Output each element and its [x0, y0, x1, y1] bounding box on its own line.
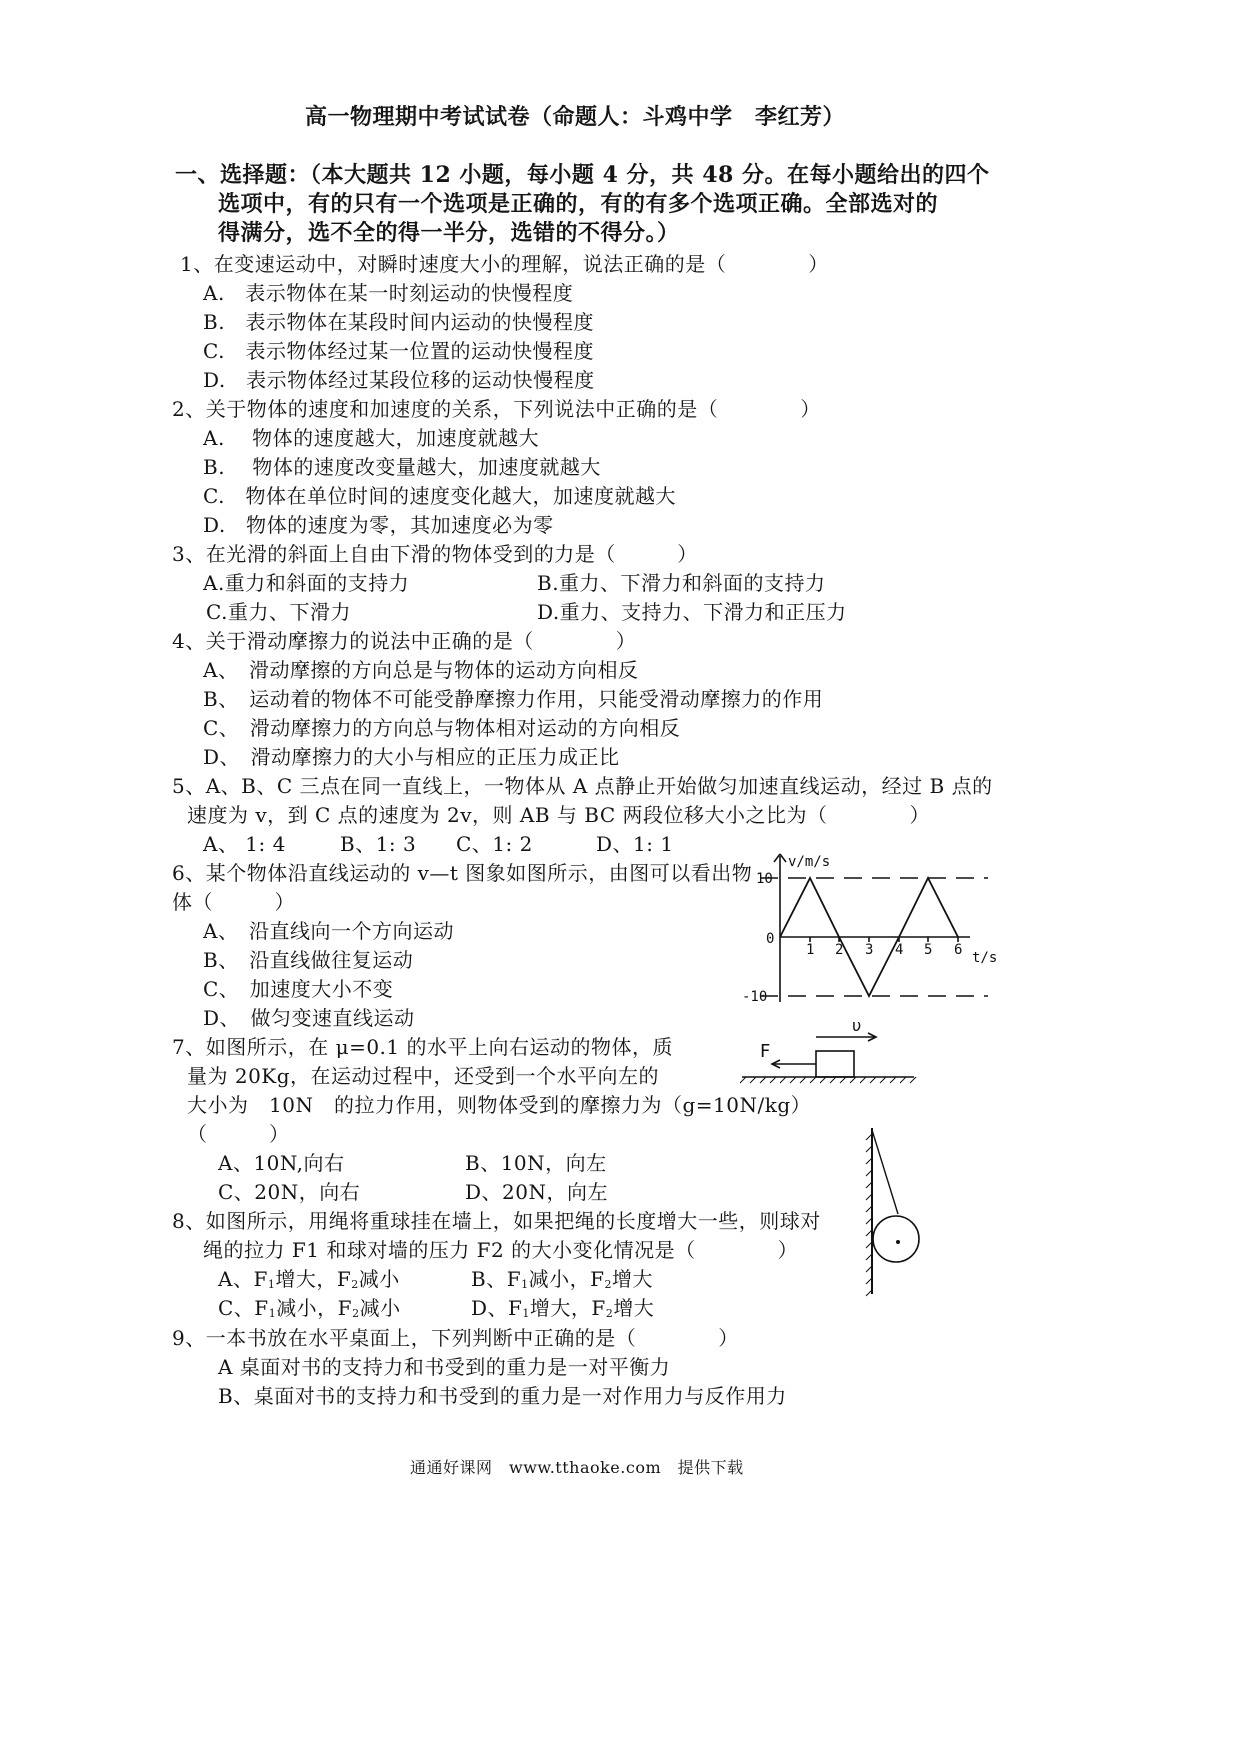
question-1-option-a: A. 表示物体在某一时刻运动的快慢程度 [203, 281, 574, 305]
question-3-option-d: D.重力、支持力、下滑力和正压力 [537, 600, 847, 624]
question-2-stem: 2、关于物体的速度和加速度的关系，下列说法中正确的是（ ） [172, 397, 821, 421]
question-8-option-d: D、$F_1$增大，$F_2$增大 [471, 1296, 655, 1320]
question-8-option-b: B、$F_1$减小，$F_2$增大 [471, 1267, 653, 1291]
question-6-option-c: C、 加速度大小不变 [203, 977, 394, 1001]
question-4-option-b: B、 运动着的物体不可能受静摩擦力作用，只能受滑动摩擦力的作用 [203, 687, 824, 711]
x-axis-label: t/s [972, 950, 998, 966]
question-6-line-2: 体（ ） [172, 890, 295, 914]
question-4-stem: 4、关于滑动摩擦力的说法中正确的是（ ） [172, 629, 637, 653]
x-tick-label-4: 4 [895, 942, 904, 958]
section-heading-line-3: 得满分，选不全的得一半分，选错的不得分。） [218, 220, 680, 246]
question-2-option-c: C. 物体在单位时间的速度变化越大，加速度就越大 [203, 484, 676, 508]
velocity-label: υ [852, 1016, 862, 1035]
footer-text: 通通好课网 www.tthaoke.com 提供下载 [410, 1458, 744, 1477]
question-2-option-b: B. 物体的速度改变量越大，加速度就越大 [203, 455, 601, 479]
question-4-option-a: A、 滑动摩擦的方向总是与物体的运动方向相反 [203, 658, 639, 682]
block [816, 1051, 854, 1077]
section-heading-line-1: 一、选择题：（本大题共 12 小题，每小题 4 分，共 48 分。在每小题给出的四个 [175, 162, 990, 188]
x-tick-label-3: 3 [865, 942, 874, 958]
question-5-line-2: 速度为 v，到 C 点的速度为 2v，则 AB 与 BC 两段位移大小之比为（ ） [187, 803, 930, 827]
question-9-option-b: B、桌面对书的支持力和书受到的重力是一对作用力与反作用力 [218, 1384, 787, 1408]
x-tick-label-6: 6 [954, 942, 963, 958]
y-axis-arrow-left [774, 854, 780, 862]
question-5-option-c: C、1: 2 [456, 832, 533, 856]
question-5-line-1: 5、A、B、C 三点在同一直线上，一物体从 A 点静止开始做匀加速直线运动，经过 B 点的 [172, 774, 993, 798]
question-1-option-c: C. 表示物体经过某一位置的运动快慢程度 [203, 339, 594, 363]
x-tick-label-5: 5 [924, 942, 933, 958]
question-3-option-c: C.重力、下滑力 [206, 600, 351, 624]
page-title: 高一物理期中考试试卷（命题人：斗鸡中学 李红芳） [305, 104, 846, 130]
question-8-option-c: C、$F_1$减小，$F_2$减小 [218, 1296, 401, 1320]
question-7-option-b: B、10N，向左 [465, 1151, 607, 1175]
question-1-option-d: D. 表示物体经过某段位移的运动快慢程度 [203, 368, 595, 392]
question-9-option-a: A 桌面对书的支持力和书受到的重力是一对平衡力 [218, 1355, 671, 1379]
question-7-option-a: A、10N,向右 [218, 1151, 345, 1175]
question-4-option-d: D、 滑动摩擦力的大小与相应的正压力成正比 [203, 745, 620, 769]
ball-center [897, 1241, 900, 1244]
y-axis-label: v/m/s [788, 854, 831, 870]
question-2-option-a: A. 物体的速度越大，加速度就越大 [203, 426, 540, 450]
force-label: F [760, 1041, 771, 1062]
question-7-answer-paren: （ ） [187, 1122, 290, 1146]
question-9-stem: 9、一本书放在水平桌面上，下列判断中正确的是（ ） [172, 1326, 739, 1350]
question-7-option-c: C、20N，向右 [218, 1180, 361, 1204]
question-4-option-c: C、 滑动摩擦力的方向总与物体相对运动的方向相反 [203, 716, 681, 740]
question-1-option-b: B. 表示物体在某段时间内运动的快慢程度 [203, 310, 595, 334]
question-1-stem: 1、在变速运动中，对瞬时速度大小的理解，说法正确的是（ ） [180, 252, 829, 276]
y-label-negative: -10 [742, 989, 768, 1005]
y-label-positive: 10 [756, 871, 773, 887]
question-6-option-b: B、 沿直线做往复运动 [203, 948, 414, 972]
question-5-option-a: A、 1: 4 [203, 832, 286, 856]
question-8-line-2: 绳的拉力 F1 和球对墙的压力 F2 的大小变化情况是（ ） [203, 1238, 799, 1262]
question-6-line-1: 6、某个物体沿直线运动的 v—t 图象如图所示，由图可以看出物 [172, 861, 753, 885]
ground-hatching [740, 1077, 916, 1083]
y-label-zero: 0 [766, 931, 775, 947]
rope [872, 1130, 898, 1214]
ball [873, 1216, 919, 1262]
section-heading-line-2: 选项中，有的只有一个选项是正确的，有的有多个选项正确。全部选对的 [218, 191, 939, 217]
question-8-option-a: A、$F_1$增大，$F_2$减小 [218, 1267, 400, 1291]
question-7-option-d: D、20N，向左 [465, 1180, 608, 1204]
question-3-option-b: B.重力、下滑力和斜面的支持力 [537, 571, 826, 595]
x-tick-label-2: 2 [835, 942, 844, 958]
friction-figure [740, 1015, 920, 1085]
question-7-line-3: 大小为 10N 的拉力作用，则物体受到的摩擦力为（g=10N/kg） [187, 1093, 812, 1117]
question-7-line-2: 量为 20Kg，在运动过程中，还受到一个水平向左的 [187, 1064, 660, 1088]
hanging-ball-figure [850, 1122, 930, 1302]
vt-graph [738, 850, 1028, 1010]
y-axis-arrow-right [780, 854, 786, 862]
question-3-option-a: A.重力和斜面的支持力 [203, 571, 410, 595]
question-2-option-d: D. 物体的速度为零，其加速度必为零 [203, 513, 554, 537]
question-5-option-d: D、1: 1 [596, 832, 674, 856]
question-8-line-1: 8、如图所示，用绳将重球挂在墙上，如果把绳的长度增大一些，则球对 [172, 1209, 821, 1233]
question-3-stem: 3、在光滑的斜面上自由下滑的物体受到的力是（ ） [172, 542, 698, 566]
question-7-line-1: 7、如图所示，在 μ=0.1 的水平上向右运动的物体，质 [172, 1035, 674, 1059]
question-6-option-d: D、 做匀变速直线运动 [203, 1006, 415, 1030]
question-5-option-b: B、1: 3 [340, 832, 417, 856]
x-tick-label-1: 1 [806, 942, 815, 958]
question-6-option-a: A、 沿直线向一个方向运动 [203, 919, 454, 943]
